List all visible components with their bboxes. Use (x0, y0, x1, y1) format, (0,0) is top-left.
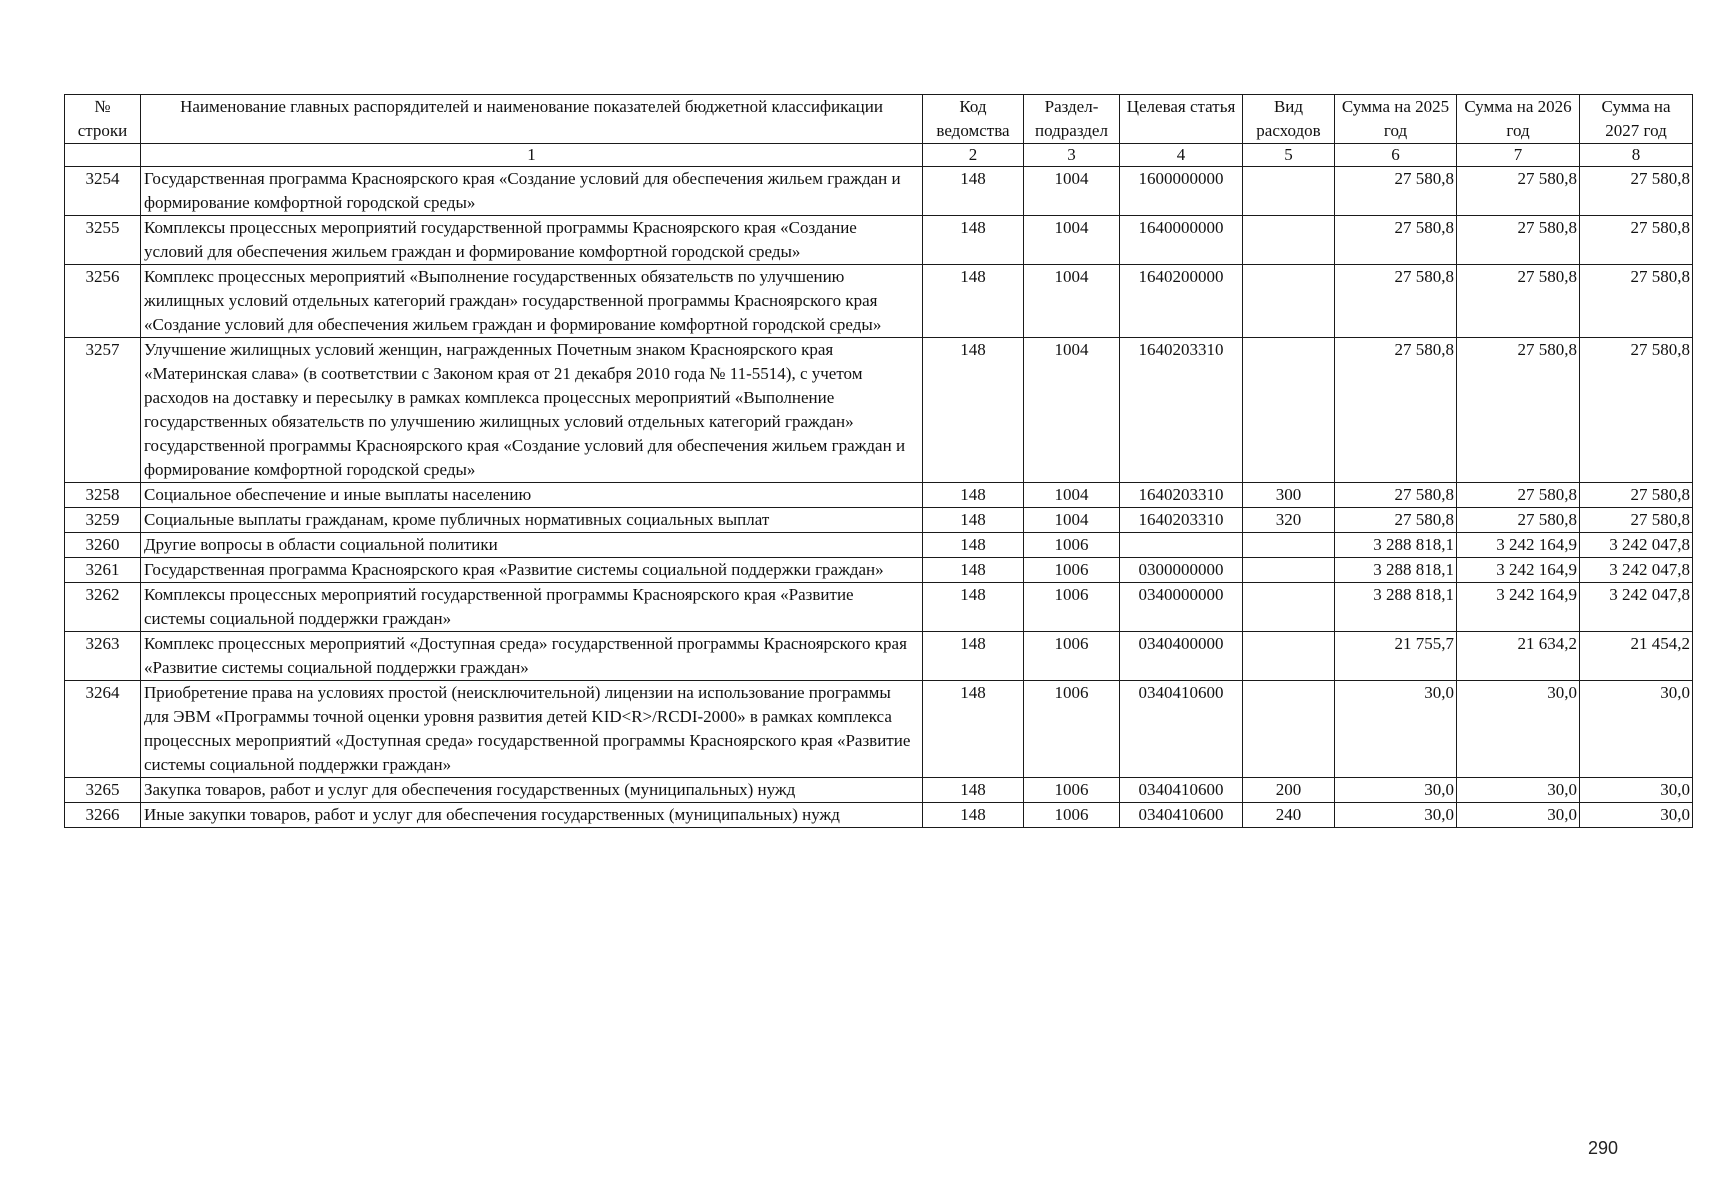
sum-2027-cell: 27 580,8 (1580, 508, 1693, 533)
header-sum-2026: Сумма на 2026 год (1457, 95, 1580, 144)
sum-2026-cell: 27 580,8 (1457, 508, 1580, 533)
target-item-cell (1120, 533, 1243, 558)
department-code-cell: 148 (923, 632, 1024, 681)
department-code-cell: 148 (923, 803, 1024, 828)
budget-table (64, 94, 1693, 828)
department-code-cell: 148 (923, 558, 1024, 583)
sum-2025-cell: 21 755,7 (1335, 632, 1457, 681)
sum-2027-cell: 30,0 (1580, 803, 1693, 828)
department-code-cell: 148 (923, 778, 1024, 803)
expense-type-cell (1243, 558, 1335, 583)
sum-2026-cell: 27 580,8 (1457, 167, 1580, 216)
table-body (65, 167, 1693, 828)
expense-type-cell: 300 (1243, 483, 1335, 508)
section-cell: 1006 (1024, 583, 1120, 632)
sum-2026-cell: 27 580,8 (1457, 338, 1580, 483)
row-number-cell: 3264 (65, 681, 141, 778)
department-code-cell: 148 (923, 681, 1024, 778)
department-code-cell: 148 (923, 167, 1024, 216)
row-number-cell: 3266 (65, 803, 141, 828)
target-item-cell: 0340410600 (1120, 803, 1243, 828)
header-department-code: Код ведомства (923, 95, 1024, 144)
row-number-cell: 3261 (65, 558, 141, 583)
sum-2025-cell: 27 580,8 (1335, 216, 1457, 265)
expense-type-cell (1243, 632, 1335, 681)
table-row (65, 508, 1693, 533)
row-number-cell: 3255 (65, 216, 141, 265)
expense-type-cell: 320 (1243, 508, 1335, 533)
header-sum-2027: Сумма на 2027 год (1580, 95, 1693, 144)
sum-2027-cell: 21 454,2 (1580, 632, 1693, 681)
section-cell: 1004 (1024, 216, 1120, 265)
column-number-cell: 5 (1243, 144, 1335, 167)
sum-2026-cell: 30,0 (1457, 778, 1580, 803)
sum-2025-cell: 3 288 818,1 (1335, 583, 1457, 632)
target-item-cell: 1640203310 (1120, 508, 1243, 533)
sum-2026-cell: 30,0 (1457, 681, 1580, 778)
department-code-cell: 148 (923, 533, 1024, 558)
department-code-cell: 148 (923, 216, 1024, 265)
table-row (65, 632, 1693, 681)
section-cell: 1004 (1024, 508, 1120, 533)
sum-2026-cell: 21 634,2 (1457, 632, 1580, 681)
expense-type-cell: 240 (1243, 803, 1335, 828)
row-number-cell: 3262 (65, 583, 141, 632)
table-row (65, 167, 1693, 216)
sum-2027-cell: 30,0 (1580, 778, 1693, 803)
department-code-cell: 148 (923, 583, 1024, 632)
sum-2025-cell: 27 580,8 (1335, 167, 1457, 216)
header-expense-type: Вид расходов (1243, 95, 1335, 144)
target-item-cell: 1640203310 (1120, 483, 1243, 508)
sum-2025-cell: 30,0 (1335, 778, 1457, 803)
row-name-cell: Государственная программа Красноярского края «Развитие системы социальной поддержки граждан» (141, 558, 923, 583)
sum-2027-cell: 3 242 047,8 (1580, 533, 1693, 558)
section-cell: 1004 (1024, 483, 1120, 508)
sum-2025-cell: 3 288 818,1 (1335, 533, 1457, 558)
row-name-cell: Приобретение права на условиях простой (неисключительной) лицензии на использование программы для ЭВМ «Программы точной оценки уровня развития детей KID<R>/RCDI-2000» в рамках комплекса процессных мероприятий «Доступная среда» государственной программы Красноярского края «Развитие системы социальной поддержки граждан» (141, 681, 923, 778)
target-item-cell: 0340410600 (1120, 681, 1243, 778)
table-row (65, 338, 1693, 483)
target-item-cell: 0300000000 (1120, 558, 1243, 583)
target-item-cell: 1640203310 (1120, 338, 1243, 483)
header-row (65, 95, 1693, 144)
sum-2026-cell: 3 242 164,9 (1457, 583, 1580, 632)
table-row (65, 533, 1693, 558)
section-cell: 1004 (1024, 167, 1120, 216)
header-row-number: № строки (65, 95, 141, 144)
header-name: Наименование главных распорядителей и наименование показателей бюджетной классификации (141, 95, 923, 144)
target-item-cell: 0340410600 (1120, 778, 1243, 803)
sum-2026-cell: 27 580,8 (1457, 216, 1580, 265)
column-number-cell: 2 (923, 144, 1024, 167)
table-header (65, 95, 1693, 167)
table-row (65, 265, 1693, 338)
row-number-cell: 3258 (65, 483, 141, 508)
sum-2025-cell: 27 580,8 (1335, 483, 1457, 508)
row-name-cell: Закупка товаров, работ и услуг для обеспечения государственных (муниципальных) нужд (141, 778, 923, 803)
target-item-cell: 1600000000 (1120, 167, 1243, 216)
sum-2025-cell: 27 580,8 (1335, 265, 1457, 338)
expense-type-cell (1243, 681, 1335, 778)
sum-2027-cell: 3 242 047,8 (1580, 558, 1693, 583)
expense-type-cell (1243, 338, 1335, 483)
table-row (65, 681, 1693, 778)
row-name-cell: Государственная программа Красноярского края «Создание условий для обеспечения жильем граждан и формирование комфортной городской среды» (141, 167, 923, 216)
row-name-cell: Другие вопросы в области социальной политики (141, 533, 923, 558)
sum-2027-cell: 30,0 (1580, 681, 1693, 778)
table-row (65, 583, 1693, 632)
sum-2026-cell: 30,0 (1457, 803, 1580, 828)
header-section: Раздел-подраздел (1024, 95, 1120, 144)
page-number: 290 (1588, 1138, 1619, 1158)
row-name-cell: Комплекс процессных мероприятий «Доступная среда» государственной программы Красноярского края «Развитие системы социальной поддержки граждан» (141, 632, 923, 681)
target-item-cell: 0340000000 (1120, 583, 1243, 632)
sum-2025-cell: 27 580,8 (1335, 508, 1457, 533)
budget-table-sheet (64, 94, 1692, 828)
sum-2027-cell: 27 580,8 (1580, 483, 1693, 508)
table-row (65, 216, 1693, 265)
target-item-cell: 1640000000 (1120, 216, 1243, 265)
section-cell: 1006 (1024, 632, 1120, 681)
table-row (65, 803, 1693, 828)
header-sum-2025: Сумма на 2025 год (1335, 95, 1457, 144)
column-number-cell: 7 (1457, 144, 1580, 167)
column-number-row (65, 144, 1693, 167)
column-number-cell: 1 (141, 144, 923, 167)
sum-2026-cell: 3 242 164,9 (1457, 533, 1580, 558)
sum-2027-cell: 27 580,8 (1580, 167, 1693, 216)
section-cell: 1004 (1024, 265, 1120, 338)
department-code-cell: 148 (923, 508, 1024, 533)
row-name-cell: Улучшение жилищных условий женщин, награжденных Почетным знаком Красноярского края «Материнская слава» (в соответствии с Законом края от 21 декабря 2010 года № 11-5514), с учетом расходов на доставку и пересылку в рамках комплекса процессных мероприятий «Выполнение государственных обязательств по улучшению жилищных условий отдельных категорий граждан» государственной программы Красноярского края «Создание условий для обеспечения жильем граждан и формирование комфортной городской среды» (141, 338, 923, 483)
target-item-cell: 0340400000 (1120, 632, 1243, 681)
column-number-cell: 8 (1580, 144, 1693, 167)
section-cell: 1004 (1024, 338, 1120, 483)
department-code-cell: 148 (923, 265, 1024, 338)
section-cell: 1006 (1024, 803, 1120, 828)
row-name-cell: Иные закупки товаров, работ и услуг для обеспечения государственных (муниципальных) нужд (141, 803, 923, 828)
section-cell: 1006 (1024, 558, 1120, 583)
expense-type-cell (1243, 583, 1335, 632)
sum-2025-cell: 30,0 (1335, 803, 1457, 828)
row-number-cell: 3254 (65, 167, 141, 216)
section-cell: 1006 (1024, 681, 1120, 778)
section-cell: 1006 (1024, 778, 1120, 803)
row-number-cell: 3256 (65, 265, 141, 338)
department-code-cell: 148 (923, 338, 1024, 483)
table-row (65, 778, 1693, 803)
row-name-cell: Комплексы процессных мероприятий государственной программы Красноярского края «Создание условий для обеспечения жильем граждан и формирование комфортной городской среды» (141, 216, 923, 265)
column-number-cell: 6 (1335, 144, 1457, 167)
column-number-cell (65, 144, 141, 167)
sum-2025-cell: 3 288 818,1 (1335, 558, 1457, 583)
row-number-cell: 3259 (65, 508, 141, 533)
row-name-cell: Комплекс процессных мероприятий «Выполнение государственных обязательств по улучшению жилищных условий отдельных категорий граждан» государственной программы Красноярского края «Создание условий для обеспечения жильем граждан и формирование комфортной городской среды» (141, 265, 923, 338)
expense-type-cell (1243, 533, 1335, 558)
row-name-cell: Комплексы процессных мероприятий государственной программы Красноярского края «Развитие системы социальной поддержки граждан» (141, 583, 923, 632)
table-row (65, 558, 1693, 583)
expense-type-cell (1243, 265, 1335, 338)
expense-type-cell (1243, 216, 1335, 265)
sum-2025-cell: 30,0 (1335, 681, 1457, 778)
row-number-cell: 3257 (65, 338, 141, 483)
sum-2026-cell: 27 580,8 (1457, 483, 1580, 508)
sum-2025-cell: 27 580,8 (1335, 338, 1457, 483)
column-number-cell: 3 (1024, 144, 1120, 167)
sum-2027-cell: 27 580,8 (1580, 216, 1693, 265)
row-number-cell: 3265 (65, 778, 141, 803)
table-row (65, 483, 1693, 508)
column-number-cell: 4 (1120, 144, 1243, 167)
row-number-cell: 3263 (65, 632, 141, 681)
row-number-cell: 3260 (65, 533, 141, 558)
expense-type-cell (1243, 167, 1335, 216)
sum-2027-cell: 27 580,8 (1580, 265, 1693, 338)
row-name-cell: Социальное обеспечение и иные выплаты населению (141, 483, 923, 508)
row-name-cell: Социальные выплаты гражданам, кроме публичных нормативных социальных выплат (141, 508, 923, 533)
sum-2026-cell: 27 580,8 (1457, 265, 1580, 338)
department-code-cell: 148 (923, 483, 1024, 508)
expense-type-cell: 200 (1243, 778, 1335, 803)
section-cell: 1006 (1024, 533, 1120, 558)
sum-2026-cell: 3 242 164,9 (1457, 558, 1580, 583)
header-target-item: Целевая статья (1120, 95, 1243, 144)
target-item-cell: 1640200000 (1120, 265, 1243, 338)
sum-2027-cell: 27 580,8 (1580, 338, 1693, 483)
sum-2027-cell: 3 242 047,8 (1580, 583, 1693, 632)
